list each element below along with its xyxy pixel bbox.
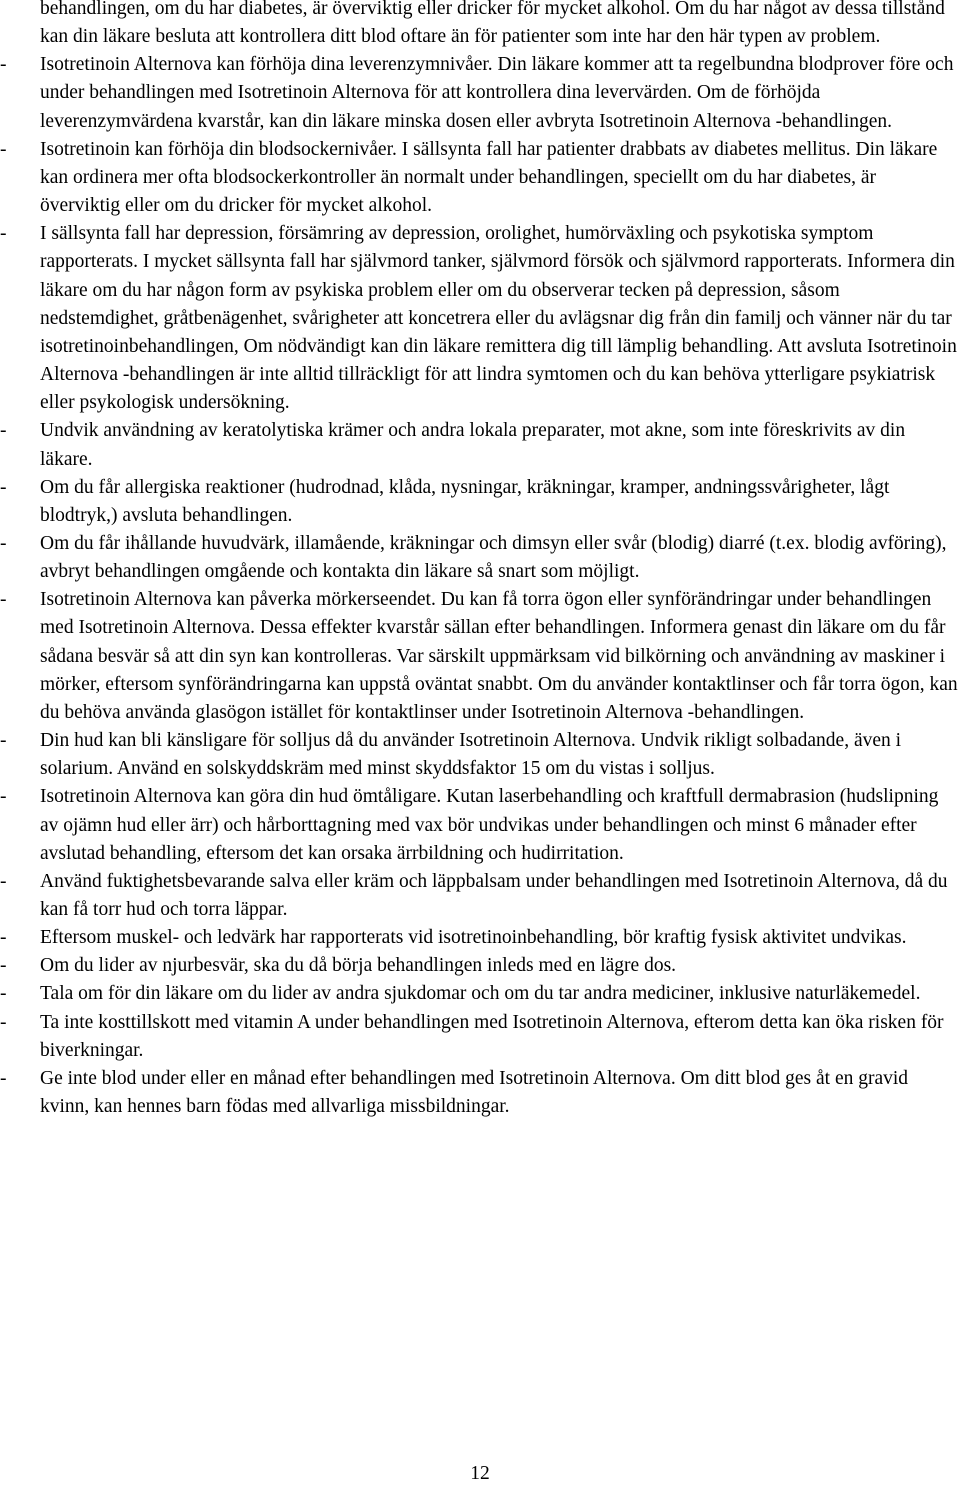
list-item	[0, 136, 960, 220]
list-item	[0, 220, 960, 417]
page-number: 12	[470, 1463, 490, 1484]
bullet-dash: -	[0, 532, 7, 554]
list-item	[0, 417, 960, 473]
list-item	[0, 868, 960, 924]
bullet-dash: -	[0, 786, 7, 808]
list-item-text: Eftersom muskel- och ledvärk har rapporterats vid isotretinoinbehandling, bör kraftig fysisk aktivitet undvikas.	[40, 927, 907, 949]
intro-paragraph: behandlingen, om du har diabetes, är överviktig eller dricker för mycket alkohol. Om du har något av dessa tillstånd kan din läkare besluta att kontrollera ditt blod oftare än för patienter som inte har den här typen av problem.	[40, 0, 945, 48]
bullet-dash: -	[0, 476, 7, 498]
bullet-dash: -	[0, 420, 7, 442]
bullet-dash: -	[0, 983, 7, 1005]
list-item-text: Använd fuktighetsbevarande salva eller kräm och läppbalsam under behandlingen med Isotretinoin Alternova, då du kan få torr hud och torra läppar.	[40, 870, 948, 920]
bullet-dash: -	[0, 955, 7, 977]
list-item	[0, 952, 960, 980]
list-item	[0, 1065, 960, 1121]
list-item-text: Tala om för din läkare om du lider av andra sjukdomar och om du tar andra mediciner, inklusive naturläkemedel.	[40, 983, 921, 1005]
list-item	[0, 1009, 960, 1065]
list-item-text: Ta inte kosttillskott med vitamin A under behandlingen med Isotretinoin Alternova, efterom detta kan öka risken för biverkningar.	[40, 1011, 944, 1061]
list-item-text: Om du lider av njurbesvär, ska du då börja behandlingen inleds med en lägre dos.	[40, 955, 677, 977]
list-item	[0, 727, 960, 783]
list-item-text: Undvik användning av keratolytiska krämer och andra lokala preparater, mot akne, som inte föreskrivits av din läkare.	[40, 420, 906, 470]
bullet-dash: -	[0, 1011, 7, 1033]
list-item-text: I sällsynta fall har depression, försämring av depression, orolighet, humörväxling och psykotiska symptom rapporterats. I mycket sällsynta fall har självmord tanker, självmord försök och självmord rapporterats. Informera din läkare om du har någon form av psykiska problem eller om du observerar tecken på depression, såsom nedstemdighet, gråtbenägenhet, svårigheter att koncetrera eller du avlägsnar dig från din familj och vänner när du tar isotretinoinbehandlingen, Om nödvändigt kan din läkare remittera dig till lämplig behandling. Att avsluta Isotretinoin Alternova -behandlingen är inte alltid tillräckligt för att lindra symtomen och du kan behöva ytterligare psykiatrisk eller psykologisk undersökning.	[40, 223, 957, 414]
list-item	[0, 980, 960, 1008]
list-item	[0, 924, 960, 952]
bullet-dash: -	[0, 223, 7, 245]
bullet-dash: -	[0, 589, 7, 611]
list-item-text: Om du får ihållande huvudvärk, illamående, kräkningar och dimsyn eller svår (blodig) diarré (t.ex. blodig avföring), avbryt behandlingen omgående och kontakta din läkare så snart som möjligt.	[40, 532, 947, 583]
list-item-text: Isotretinoin Alternova kan göra din hud ömtåligare. Kutan laserbehandling och kraftfull dermabrasion (hudslipning av ojämn hud eller ärr) och hårborttagning med vax bör undvikas under behandlingen och minst 6 månader efter avslutad behandling, eftersom det kan orsaka ärrbildning och hudirritation.	[40, 786, 939, 864]
list-item-text: Din hud kan bli känsligare för solljus då du använder Isotretinoin Alternova. Undvik rikligt solbadande, även i solarium. Använd en solskyddskräm med minst skyddsfaktor 15 om du vistas i solljus.	[40, 730, 902, 780]
list-item	[0, 586, 960, 727]
precaution-list	[0, 51, 960, 1121]
list-item	[0, 51, 960, 135]
bullet-dash: -	[0, 870, 7, 892]
bullet-dash: -	[0, 54, 7, 76]
bullet-dash: -	[0, 730, 7, 752]
list-item	[0, 474, 960, 530]
list-item-text: Ge inte blod under eller en månad efter behandlingen med Isotretinoin Alternova. Om ditt blod ges åt en gravid kvinn, kan hennes barn födas med allvarliga missbildningar.	[40, 1067, 909, 1118]
bullet-dash: -	[0, 1067, 7, 1089]
list-item	[0, 530, 960, 586]
list-item-text: Isotretinoin Alternova kan förhöja dina leverenzymnivåer. Din läkare kommer att ta regelbundna blodprover före och under behandlingen med Isotretinoin Alternova för att kontrollera dina levervärden. Om de förhöjda leverenzymvärdena kvarstår, kan din läkare minska dosen eller avbryta Isotretinoin Alternova -behandlingen.	[40, 54, 954, 132]
list-item	[0, 783, 960, 867]
bullet-dash: -	[0, 138, 7, 160]
bullet-dash: -	[0, 927, 7, 949]
list-item-text: Isotretinoin Alternova kan påverka mörkerseendet. Du kan få torra ögon eller synförändringar under behandlingen med Isotretinoin Alternova. Dessa effekter kvarstår sällan efter behandlingen. Informera genast din läkare om du får sådana besvär så att din syn kan kontrolleras. Var särskilt uppmärksam vid bilkörning och användning av maskiner i mörker, eftersom synförändringarna kan uppstå oväntat snabbt. Om du använder kontaktlinser och får torra ögon, kan du behöva använda glasögon istället för kontaktlinser under Isotretinoin Alternova -behandlingen.	[40, 589, 958, 723]
list-item-text: Om du får allergiska reaktioner (hudrodnad, klåda, nysningar, kräkningar, kramper, andningssvårigheter, lågt blodtryk,) avsluta behandlingen.	[40, 476, 890, 526]
list-item-text: Isotretinoin kan förhöja din blodsockernivåer. I sällsynta fall har patienter drabbats av diabetes mellitus. Din läkare kan ordinera mer ofta blodsockerkontroller än normalt under behandlingen, speciellt om du har diabetes, är överviktig eller om du dricker för mycket alkohol.	[40, 138, 938, 217]
